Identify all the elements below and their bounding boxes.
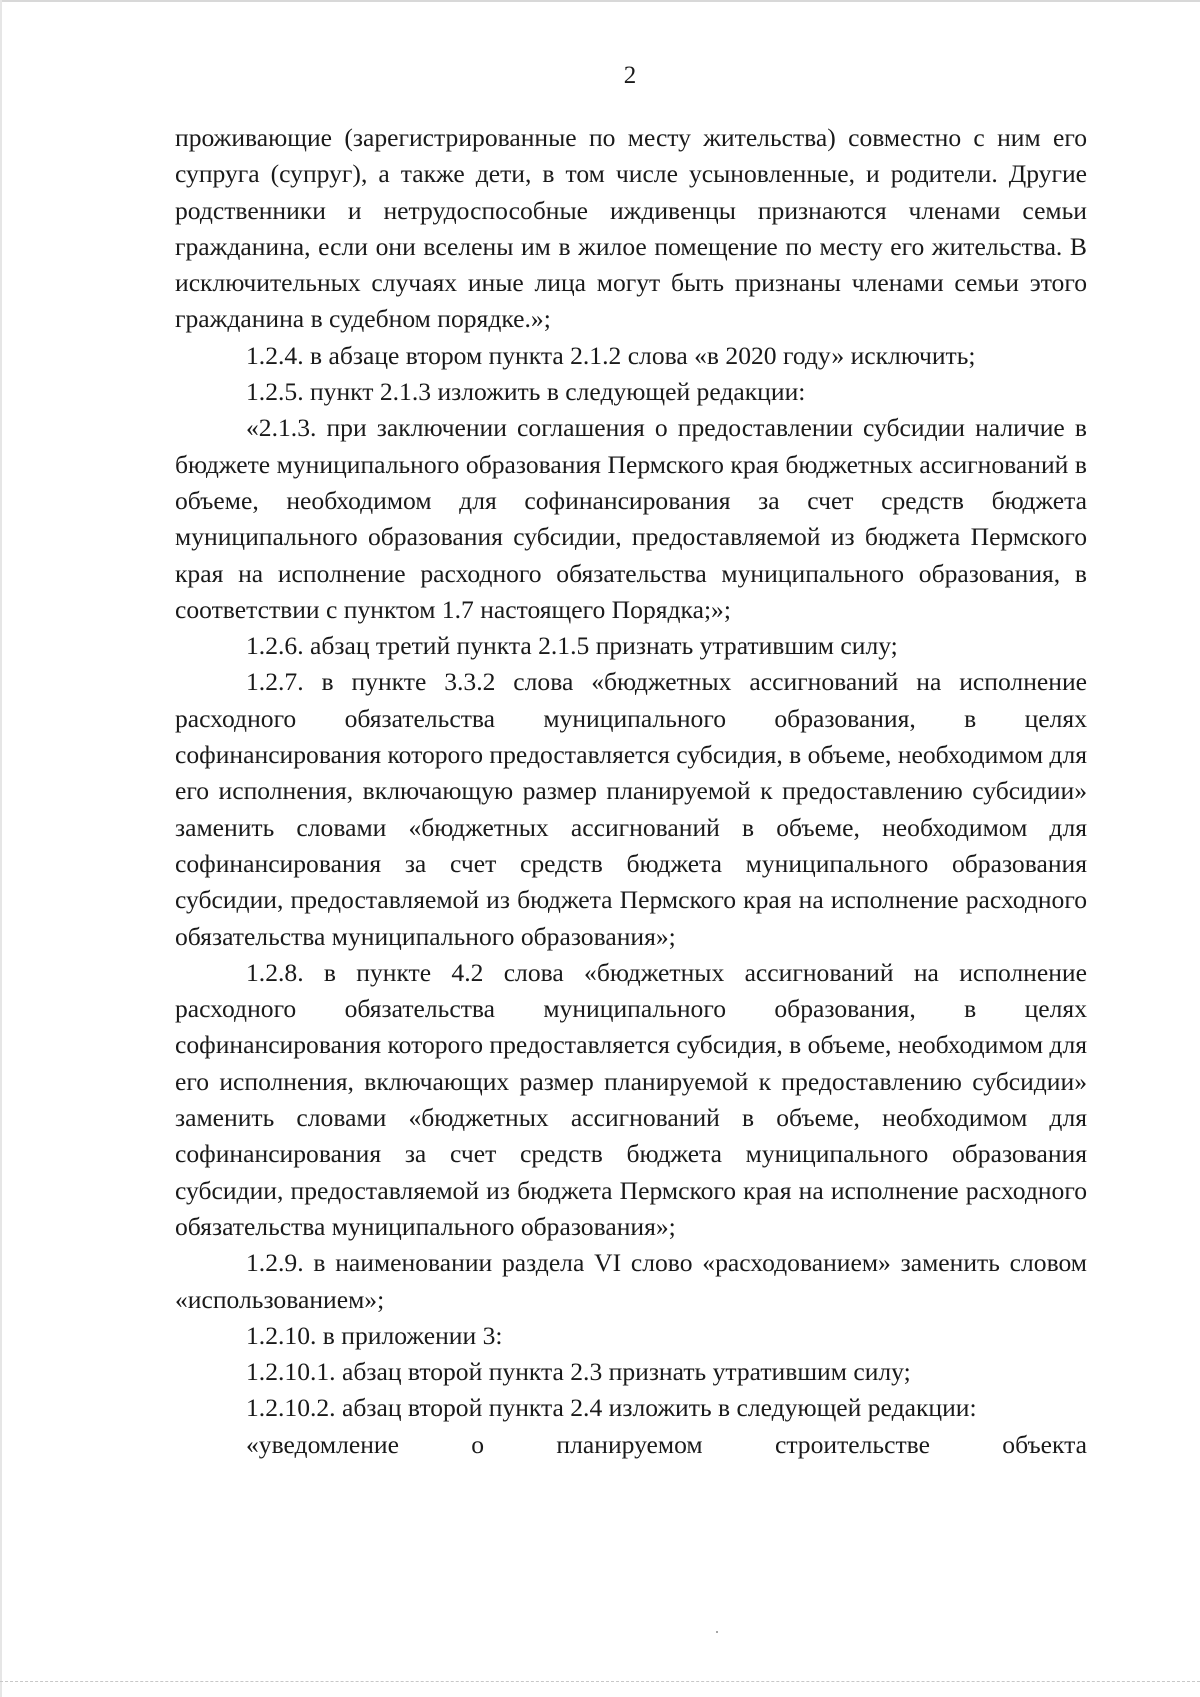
paragraph-1-2-9: 1.2.9. в наименовании раздела VI слово «расходованием» заменить словом «использованием»;	[175, 1248, 1087, 1314]
scan-speck	[716, 1631, 718, 1633]
page-number: 2	[623, 62, 637, 89]
paragraph-1-2-7: 1.2.7. в пункте 3.3.2 слова «бюджетных ассигнований на исполнение расходного обязательства муниципального образования, в целях софинансирования которого предоставляется субсидия, в объеме, необходимом для его исполнения, включающую размер планируемой к предоставлению субсидии» заменить словами «бюджетных ассигнований в объеме, необходимом для софинансирования за счет средств бюджета муниципального образования субсидии, предоставляемой из бюджета Пермского края на исполнение расходного обязательства муниципального образования»;	[175, 667, 1087, 951]
paragraph-1-2-10-1: 1.2.10.1. абзац второй пункта 2.3 признать утратившим силу;	[246, 1357, 911, 1387]
notice-word: о	[471, 1429, 485, 1459]
notice-word: планируемом	[556, 1429, 703, 1459]
scan-edge-top	[0, 0, 1200, 2]
paragraph-1-2-4: 1.2.4. в абзаце втором пункта 2.1.2 слова «в 2020 году» исключить;	[246, 340, 976, 370]
notice-word: «уведомление	[246, 1429, 399, 1459]
paragraph-2-1-3-quote: «2.1.3. при заключении соглашения о предоставлении субсидии наличие в бюджете муниципального образования Пермского края бюджетных ассигнований в объеме, необходимом для софинансирования за счет средств бюджета муниципального образования субсидии, предоставляемой из бюджета Пермского края на исполнение расходного обязательства муниципального образования, в соответствии с пунктом 1.7 настоящего Порядка;»;	[175, 413, 1087, 624]
paragraph-continuation: проживающие (зарегистрированные по месту жительства) совместно с ним его супруга (супруг), а также дети, в том числе усыновленные, и родители. Другие родственники и нетрудоспособные иждивенцы признаются членами семьи гражданина, если они вселены им в жилое помещение по месту его жительства. В исключительных случаях иные лица могут быть признаны членами семьи этого гражданина в судебном порядке.»;	[175, 123, 1087, 334]
notice-word: строительстве	[774, 1429, 930, 1459]
scan-edge-bottom	[0, 1681, 1200, 1683]
scan-edge-left	[0, 0, 2, 1697]
notice-word: объекта	[1002, 1429, 1087, 1459]
paragraph-1-2-6: 1.2.6. абзац третий пункта 2.1.5 признать утратившим силу;	[246, 631, 898, 661]
paragraph-1-2-10: 1.2.10. в приложении 3:	[246, 1320, 503, 1350]
paragraph-1-2-5: 1.2.5. пункт 2.1.3 изложить в следующей редакции:	[246, 377, 806, 407]
paragraph-1-2-10-2: 1.2.10.2. абзац второй пункта 2.4 изложить в следующей редакции:	[246, 1393, 977, 1423]
paragraph-1-2-8: 1.2.8. в пункте 4.2 слова «бюджетных ассигнований на исполнение расходного обязательства муниципального образования, в целях софинансирования которого предоставляется субсидия, в объеме, необходимом для его исполнения, включающих размер планируемой к предоставлению субсидии» заменить словами «бюджетных ассигнований в объеме, необходимом для софинансирования за счет средств бюджета муниципального образования субсидии, предоставляемой из бюджета Пермского края на исполнение расходного обязательства муниципального образования»;	[175, 957, 1087, 1241]
paragraph-notice-start	[175, 1427, 1087, 1463]
document-body	[175, 120, 1087, 1463]
